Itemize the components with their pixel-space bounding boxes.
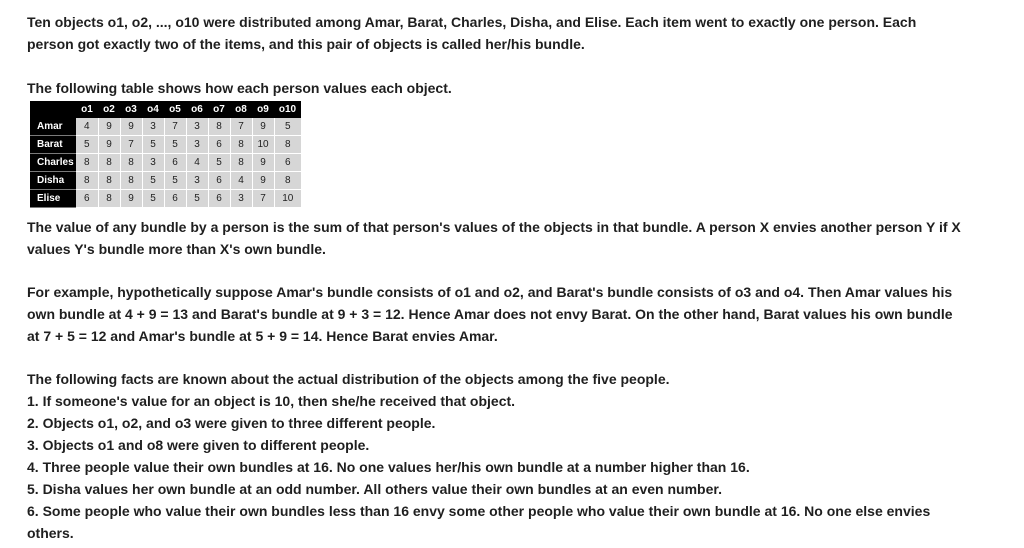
col-header-o10: o10 bbox=[274, 101, 301, 118]
intro-paragraph bbox=[27, 11, 1005, 55]
table-cell: 3 bbox=[142, 118, 164, 136]
table-cell: 3 bbox=[230, 190, 252, 208]
table-cell: 8 bbox=[120, 172, 142, 190]
table-cell: 5 bbox=[208, 154, 230, 172]
table-cell: 8 bbox=[76, 154, 98, 172]
col-header-o8: o8 bbox=[230, 101, 252, 118]
table-cell: 9 bbox=[120, 190, 142, 208]
fact-4: 4. Three people value their own bundles at 16. No one values her/his own bundle at a number higher than 16. bbox=[27, 459, 750, 475]
fact-5: 5. Disha values her own bundle at an odd number. All others value their own bundles at an even number. bbox=[27, 481, 722, 497]
table-cell: 10 bbox=[252, 136, 274, 154]
table-cell: 9 bbox=[252, 118, 274, 136]
table-cell: 9 bbox=[252, 154, 274, 172]
table-row-disha bbox=[30, 172, 301, 190]
value-line-2: values Y's bundle more than X's own bundle. bbox=[27, 241, 326, 257]
table-row-barat bbox=[30, 136, 301, 154]
valuation-table bbox=[30, 101, 301, 208]
table-cell: 4 bbox=[76, 118, 98, 136]
table-cell: 6 bbox=[208, 136, 230, 154]
intro-line-1: Ten objects o1, o2, ..., o10 were distributed among Amar, Barat, Charles, Disha, and Elise. Each item went to exactly one person. Each bbox=[27, 14, 917, 30]
table-cell: 3 bbox=[186, 172, 208, 190]
col-header-o7: o7 bbox=[208, 101, 230, 118]
table-cell: 8 bbox=[98, 154, 120, 172]
table-row-charles bbox=[30, 154, 301, 172]
table-cell: 6 bbox=[274, 154, 301, 172]
col-header-o3: o3 bbox=[120, 101, 142, 118]
table-cell: 5 bbox=[274, 118, 301, 136]
example-paragraph bbox=[27, 281, 1005, 347]
table-heading: The following table shows how each person values each object. bbox=[27, 80, 452, 96]
table-cell: 9 bbox=[98, 136, 120, 154]
fact-6-line-1: 6. Some people who value their own bundles less than 16 envy some other people who value their own bundle at 16. No one else envies bbox=[27, 503, 931, 519]
table-cell: 4 bbox=[186, 154, 208, 172]
fact-2: 2. Objects o1, o2, and o3 were given to three different people. bbox=[27, 415, 436, 431]
col-header-o9: o9 bbox=[252, 101, 274, 118]
table-cell: 7 bbox=[164, 118, 186, 136]
table-cell: 5 bbox=[186, 190, 208, 208]
table-cell: 9 bbox=[98, 118, 120, 136]
table-cell: 5 bbox=[164, 136, 186, 154]
table-cell: 3 bbox=[142, 154, 164, 172]
example-line-2: own bundle at 4 + 9 = 13 and Barat's bundle at 9 + 3 = 12. Hence Amar does not envy Barat. On the other hand, Barat values his own bundle bbox=[27, 306, 953, 322]
table-cell: 8 bbox=[274, 172, 301, 190]
table-header-row bbox=[30, 101, 301, 118]
table-cell: 8 bbox=[98, 190, 120, 208]
fact-6-line-2: others. bbox=[27, 525, 74, 541]
table-corner-cell bbox=[30, 101, 76, 118]
table-cell: 8 bbox=[208, 118, 230, 136]
col-header-o4: o4 bbox=[142, 101, 164, 118]
table-cell: 6 bbox=[164, 154, 186, 172]
facts-list bbox=[27, 368, 1005, 544]
table-cell: 7 bbox=[120, 136, 142, 154]
table-cell: 6 bbox=[164, 190, 186, 208]
table-row-elise bbox=[30, 190, 301, 208]
table-cell: 5 bbox=[142, 172, 164, 190]
row-label-elise: Elise bbox=[30, 190, 76, 208]
row-label-barat: Barat bbox=[30, 136, 76, 154]
table-cell: 6 bbox=[208, 190, 230, 208]
row-label-disha: Disha bbox=[30, 172, 76, 190]
table-cell: 6 bbox=[76, 190, 98, 208]
table-cell: 3 bbox=[186, 118, 208, 136]
table-cell: 5 bbox=[76, 136, 98, 154]
col-header-o6: o6 bbox=[186, 101, 208, 118]
table-cell: 8 bbox=[274, 136, 301, 154]
fact-3: 3. Objects o1 and o8 were given to different people. bbox=[27, 437, 370, 453]
value-line-1: The value of any bundle by a person is the sum of that person's values of the objects in that bundle. A person X envies another person Y if X bbox=[27, 219, 961, 235]
table-cell: 6 bbox=[208, 172, 230, 190]
table-cell: 8 bbox=[230, 154, 252, 172]
col-header-o1: o1 bbox=[76, 101, 98, 118]
table-cell: 3 bbox=[186, 136, 208, 154]
table-cell: 10 bbox=[274, 190, 301, 208]
col-header-o2: o2 bbox=[98, 101, 120, 118]
table-cell: 7 bbox=[252, 190, 274, 208]
table-cell: 8 bbox=[120, 154, 142, 172]
table-cell: 5 bbox=[142, 190, 164, 208]
fact-1: 1. If someone's value for an object is 10, then she/he received that object. bbox=[27, 393, 516, 409]
table-cell: 8 bbox=[76, 172, 98, 190]
row-label-charles: Charles bbox=[30, 154, 76, 172]
facts-heading: The following facts are known about the actual distribution of the objects among the five people. bbox=[27, 371, 670, 387]
table-cell: 8 bbox=[230, 136, 252, 154]
table-cell: 5 bbox=[164, 172, 186, 190]
table-cell: 5 bbox=[142, 136, 164, 154]
bundle-value-paragraph bbox=[27, 216, 1005, 260]
table-cell: 8 bbox=[98, 172, 120, 190]
table-cell: 9 bbox=[252, 172, 274, 190]
example-line-1: For example, hypothetically suppose Amar's bundle consists of o1 and o2, and Barat's bundle consists of o3 and o4. Then Amar values his bbox=[27, 284, 953, 300]
example-line-3: at 7 + 5 = 12 and Amar's bundle at 5 + 9 = 14. Hence Barat envies Amar. bbox=[27, 328, 498, 344]
table-row-amar bbox=[30, 118, 301, 136]
table-cell: 4 bbox=[230, 172, 252, 190]
row-label-amar: Amar bbox=[30, 118, 76, 136]
col-header-o5: o5 bbox=[164, 101, 186, 118]
table-cell: 9 bbox=[120, 118, 142, 136]
table-cell: 7 bbox=[230, 118, 252, 136]
intro-line-2: person got exactly two of the items, and this pair of objects is called her/his bundle. bbox=[27, 36, 585, 52]
